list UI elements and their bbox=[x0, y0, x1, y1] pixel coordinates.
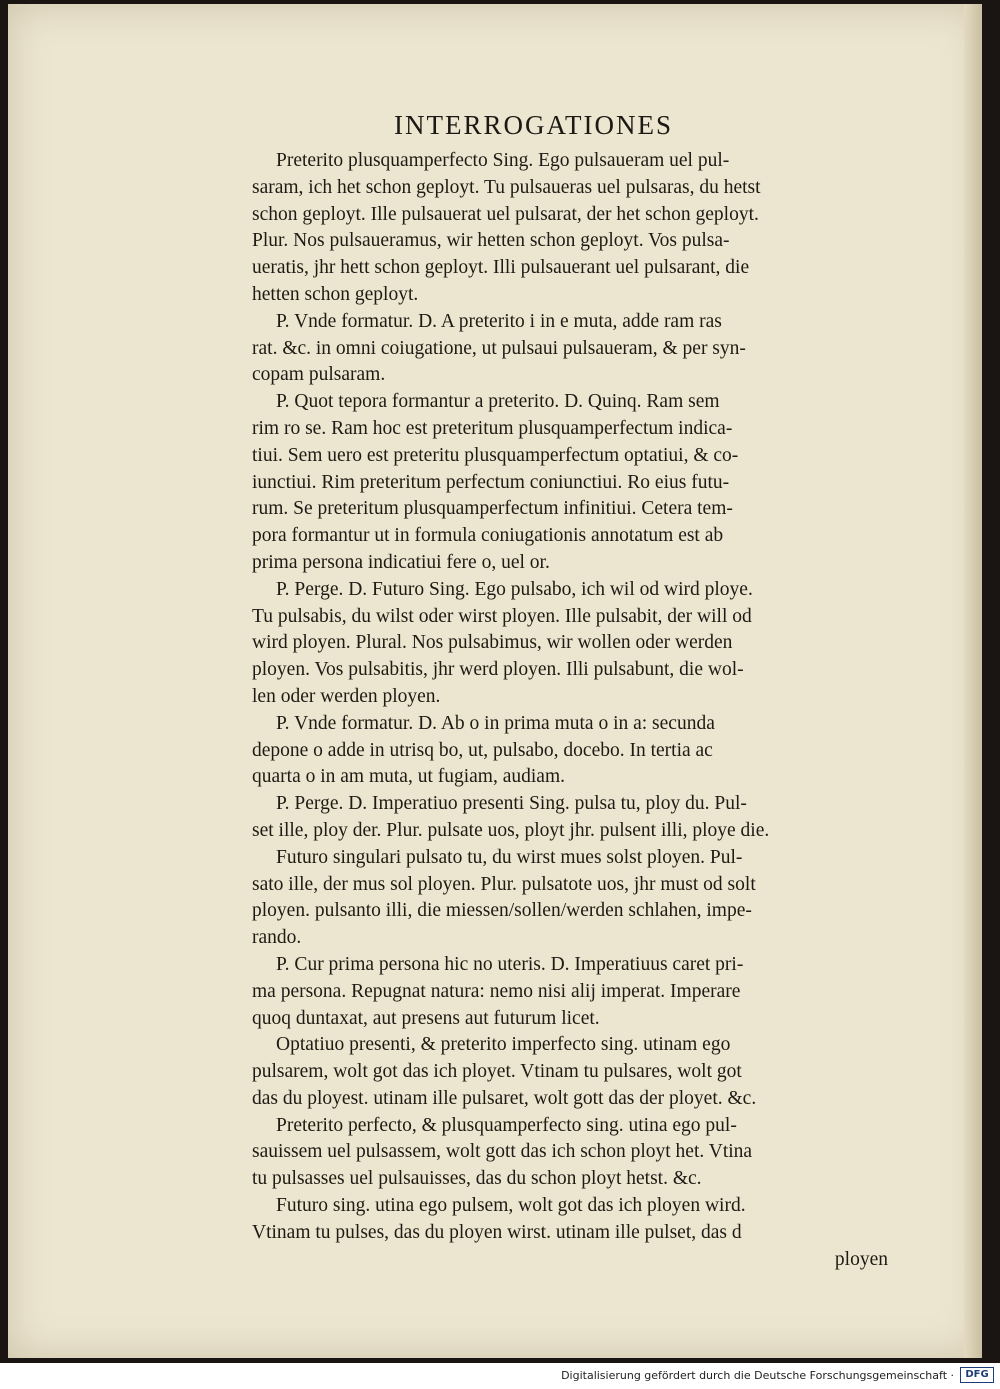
text-line: P. Vnde formatur. D. Ab o in prima muta o in a: secunda bbox=[276, 712, 715, 734]
text-line: set ille, ploy der. Plur. pulsate uos, ployt jhr. pulsent illi, ploye die. bbox=[252, 819, 770, 841]
page-text bbox=[252, 148, 900, 1273]
text-line: depone o adde in utrisq bo, ut, pulsabo, docebo. In tertia ac bbox=[252, 739, 713, 761]
text-line: ployen. Vos pulsabitis, jhr werd ployen. Illi pulsabunt, die wol- bbox=[252, 659, 744, 681]
text-line: ma persona. Repugnat natura: nemo nisi alij imperat. Imperare bbox=[252, 980, 741, 1002]
text-line: Optatiuo presenti, & preterito imperfecto sing. utinam ego bbox=[276, 1034, 731, 1056]
text-line: wird ployen. Plural. Nos pulsabimus, wir wollen oder werden bbox=[252, 632, 733, 654]
text-line: Futuro singulari pulsato tu, du wirst mues solst ployen. Pul- bbox=[276, 846, 743, 868]
text-line: das du ployest. utinam ille pulsaret, wolt gott das der ployet. &c. bbox=[252, 1087, 757, 1109]
text-line: pulsarem, wolt got das ich ployet. Vtinam tu pulsares, wolt got bbox=[252, 1061, 742, 1083]
text-line: ployen. pulsanto illi, die miessen/sollen/werden schlahen, impe- bbox=[252, 900, 752, 922]
text-line: copam pulsaram. bbox=[252, 364, 386, 386]
digitization-footer bbox=[0, 1363, 1000, 1389]
text-line: quoq duntaxat, aut presens aut futurum licet. bbox=[252, 1007, 600, 1029]
text-line: tu pulsasses uel pulsauisses, das du schon ployt hetst. &c. bbox=[252, 1168, 702, 1190]
text-line: Tu pulsabis, du wilst oder wirst ployen. Ille pulsabit, der will od bbox=[252, 605, 752, 627]
text-line: rat. &c. in omni coiugatione, ut pulsaui pulsaueram, & per syn- bbox=[252, 337, 746, 359]
text-line: Preterito plusquamperfecto Sing. Ego pulsaueram uel pul- bbox=[276, 150, 730, 171]
text-line: iunctiui. Rim preteritum perfectum coniunctiui. Ro eius futu- bbox=[252, 471, 730, 493]
running-head: INTERROGATIONES bbox=[394, 110, 673, 140]
book-page bbox=[8, 4, 982, 1358]
text-line: ueratis, jhr hett schon geployt. Illi pulsauerant uel pulsarant, die bbox=[252, 257, 750, 279]
text-line: pora formantur ut in formula coniugationis annotatum est ab bbox=[252, 525, 724, 547]
text-line: P. Vnde formatur. D. A preterito i in e muta, adde ram ras bbox=[276, 310, 722, 332]
text-line: Preterito perfecto, & plusquamperfecto sing. utina ego pul- bbox=[276, 1114, 737, 1136]
text-line: rando. bbox=[252, 927, 302, 949]
dfg-logo: DFG bbox=[960, 1367, 994, 1383]
text-line: Plur. Nos pulsaueramus, wir hetten schon geployt. Vos pulsa- bbox=[252, 230, 730, 252]
text-line: rim ro se. Ram hoc est preteritum plusquamperfectum indica- bbox=[252, 417, 733, 439]
text-line: hetten schon geployt. bbox=[252, 283, 419, 305]
text-line: Futuro sing. utina ego pulsem, wolt got das ich ployen wird. bbox=[276, 1195, 746, 1217]
text-line: sato ille, der mus sol ployen. Plur. pulsatote uos, jhr must od solt bbox=[252, 873, 756, 895]
text-line: Vtinam tu pulses, das du ployen wirst. utinam ille pulset, das d bbox=[252, 1221, 742, 1243]
text-line: P. Perge. D. Imperatiuo presenti Sing. pulsa tu, ploy du. Pul- bbox=[276, 793, 747, 815]
text-line: P. Cur prima persona hic no uteris. D. Imperatiuus caret pri- bbox=[276, 953, 744, 975]
text-line: saram, ich het schon geployt. Tu pulsaueras uel pulsaras, du hetst bbox=[252, 176, 761, 198]
text-line: P. Perge. D. Futuro Sing. Ego pulsabo, ich wil od wird ploye. bbox=[276, 578, 753, 600]
text-line: P. Quot tepora formantur a preterito. D. Quinq. Ram sem bbox=[276, 391, 720, 413]
text-line: prima persona indicatiui fere o, uel or. bbox=[252, 551, 550, 573]
text-line: schon geployt. Ille pulsauerat uel pulsarat, der het schon geployt. bbox=[252, 203, 759, 225]
text-line: ployen bbox=[834, 1248, 888, 1270]
funding-credit: Digitalisierung gefördert durch die Deutsche Forschungsgemeinschaft · bbox=[561, 1369, 954, 1382]
text-line: len oder werden ployen. bbox=[252, 685, 441, 707]
text-line: quarta o in am muta, ut fugiam, audiam. bbox=[252, 766, 565, 788]
text-line: rum. Se preteritum plusquamperfectum infinitiui. Cetera tem- bbox=[252, 498, 733, 520]
page-edge bbox=[964, 4, 982, 1358]
text-line: sauissem uel pulsassem, wolt gott das ich schon ployt het. Vtina bbox=[252, 1141, 753, 1163]
text-line: tiui. Sem uero est preteritu plusquamperfectum optatiui, & co- bbox=[252, 444, 739, 466]
